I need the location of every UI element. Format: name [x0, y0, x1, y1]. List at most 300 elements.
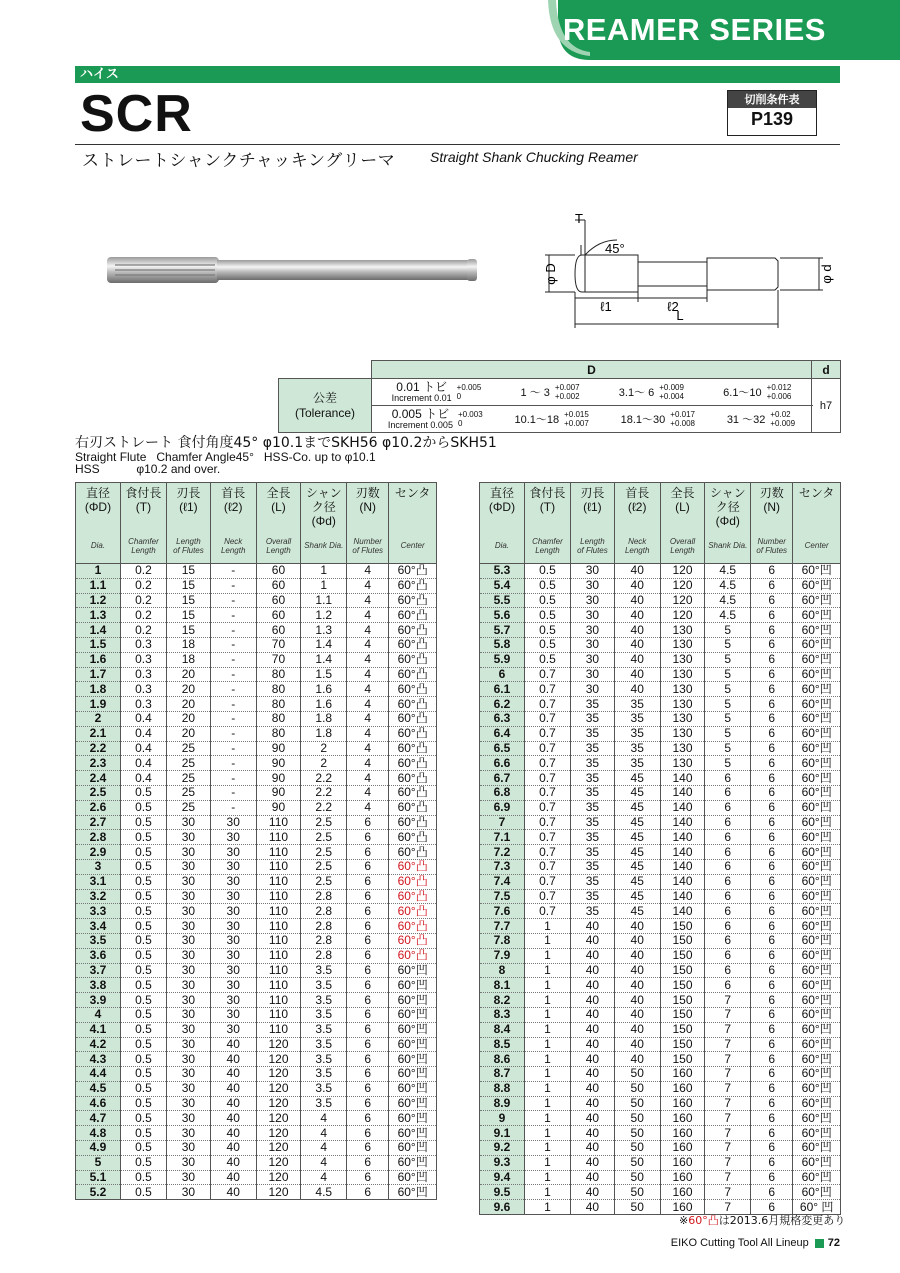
table-cell: 4 [347, 623, 389, 638]
diameter-cell: 9.6 [480, 1200, 525, 1215]
table-cell: 6 [751, 608, 793, 623]
table-cell: 6 [751, 889, 793, 904]
table-cell: 40 [210, 1155, 256, 1170]
table-cell: 6 [751, 963, 793, 978]
table-cell: 110 [256, 948, 301, 963]
table-cell: 3.5 [301, 1052, 347, 1067]
diameter-cell: 2.2 [76, 741, 121, 756]
table-cell: 60°凹 [793, 889, 841, 904]
table-cell: 0.5 [120, 1081, 166, 1096]
table-cell: 6 [751, 1007, 793, 1022]
table-cell: 4 [347, 608, 389, 623]
table-row [76, 637, 437, 652]
diameter-cell: 2.4 [76, 771, 121, 786]
table-cell: 60°凸 [389, 667, 437, 682]
table-cell: 60°凸 [389, 564, 437, 579]
table-cell: - [210, 726, 256, 741]
table-cell: 2.5 [301, 859, 347, 874]
table-cell: 1.2 [301, 608, 347, 623]
table-cell: 6 [705, 800, 751, 815]
table-cell: 6 [751, 1126, 793, 1141]
table-cell: 0.5 [120, 785, 166, 800]
column-header: 刃数 (N) [751, 483, 793, 529]
table-cell: 1 [524, 1200, 570, 1215]
table-cell: 130 [660, 756, 705, 771]
table-cell: 6 [751, 948, 793, 963]
diameter-cell: 4.2 [76, 1037, 121, 1052]
table-cell: 35 [614, 756, 660, 771]
table-cell: 7 [705, 1111, 751, 1126]
diameter-cell: 7.4 [480, 874, 525, 889]
table-row [480, 756, 841, 771]
table-row [480, 1126, 841, 1141]
table-cell: 6 [705, 874, 751, 889]
category-bar [75, 66, 840, 83]
table-cell: 30 [166, 993, 210, 1008]
table-cell: 6 [347, 815, 389, 830]
table-cell: 60°凹 [793, 1185, 841, 1200]
table-cell: 6 [347, 1022, 389, 1037]
table-cell: 25 [166, 785, 210, 800]
table-cell: 5 [705, 741, 751, 756]
table-row [480, 815, 841, 830]
diameter-cell: 3.6 [76, 948, 121, 963]
table-cell: 0.5 [120, 859, 166, 874]
diameter-cell: 2.5 [76, 785, 121, 800]
diameter-cell: 1.2 [76, 593, 121, 608]
table-cell: 0.3 [120, 652, 166, 667]
table-cell: 60°凸 [389, 948, 437, 963]
table-cell: 130 [660, 741, 705, 756]
diameter-cell: 7.9 [480, 948, 525, 963]
diameter-cell: 5.2 [76, 1185, 121, 1200]
table-cell: 80 [256, 711, 301, 726]
table-cell: 60°凹 [793, 1052, 841, 1067]
cutting-conditions-page: P139 [750, 109, 794, 129]
table-cell: 130 [660, 726, 705, 741]
diameter-cell: 7.5 [480, 889, 525, 904]
table-cell: 7 [705, 1022, 751, 1037]
table-cell: 1.8 [301, 711, 347, 726]
table-cell: 140 [660, 904, 705, 919]
table-cell: 60°凹 [389, 1022, 437, 1037]
table-cell: 6 [751, 993, 793, 1008]
table-cell: 7 [705, 1037, 751, 1052]
table-cell: 1.6 [301, 697, 347, 712]
diagram-t: T [575, 211, 583, 226]
model-name: SCR [80, 85, 193, 143]
table-cell: 1.4 [301, 637, 347, 652]
table-cell: 90 [256, 771, 301, 786]
table-cell: 6 [751, 845, 793, 860]
table-row [480, 845, 841, 860]
table-row [76, 593, 437, 608]
table-cell: 7 [705, 1052, 751, 1067]
table-cell: 6 [347, 948, 389, 963]
table-cell: 0.5 [524, 578, 570, 593]
table-row [480, 1007, 841, 1022]
table-cell: 30 [166, 933, 210, 948]
table-cell: 120 [660, 564, 705, 579]
diameter-cell: 1.8 [76, 682, 121, 697]
table-cell: 120 [256, 1141, 301, 1156]
table-cell: 0.3 [120, 637, 166, 652]
table-cell: 50 [614, 1067, 660, 1082]
table-cell: 6 [347, 845, 389, 860]
table-cell: 0.5 [120, 889, 166, 904]
table-cell: 40 [210, 1096, 256, 1111]
table-cell: 6 [751, 593, 793, 608]
table-row [480, 652, 841, 667]
table-cell: - [210, 785, 256, 800]
table-cell: 0.5 [120, 904, 166, 919]
table-cell: 60°凸 [389, 771, 437, 786]
table-cell: 140 [660, 800, 705, 815]
table-cell: 140 [660, 889, 705, 904]
table-cell: 40 [570, 1081, 614, 1096]
table-cell: 35 [570, 726, 614, 741]
table-row [480, 978, 841, 993]
table-cell: 120 [256, 1170, 301, 1185]
table-cell: 60°凸 [389, 741, 437, 756]
table-cell: 50 [614, 1170, 660, 1185]
table-cell: 40 [210, 1185, 256, 1200]
table-cell: 60°凹 [793, 667, 841, 682]
table-cell: 40 [570, 1037, 614, 1052]
diameter-cell: 6 [480, 667, 525, 682]
table-cell: 140 [660, 830, 705, 845]
table-cell: 6 [347, 904, 389, 919]
table-cell: 2 [301, 741, 347, 756]
diameter-cell: 8.8 [480, 1081, 525, 1096]
diameter-cell: 4.3 [76, 1052, 121, 1067]
table-cell: 130 [660, 652, 705, 667]
table-cell: 30 [166, 874, 210, 889]
diameter-cell: 2.3 [76, 756, 121, 771]
table-cell: 30 [570, 564, 614, 579]
table-cell: 40 [210, 1081, 256, 1096]
column-header: 食付長 (T) [120, 483, 166, 529]
table-cell: 6 [347, 1096, 389, 1111]
table-cell: 130 [660, 667, 705, 682]
table-cell: 6 [751, 919, 793, 934]
table-cell: 60°凹 [793, 815, 841, 830]
table-row [76, 1185, 437, 1200]
table-cell: 4 [347, 593, 389, 608]
table-cell: 35 [570, 741, 614, 756]
table-cell: - [210, 682, 256, 697]
table-cell: 3.5 [301, 1081, 347, 1096]
table-row [76, 1007, 437, 1022]
column-header: 全長 (L) [660, 483, 705, 529]
table-cell: 50 [614, 1141, 660, 1156]
tolerance-label: 公差 (Tolerance) [279, 379, 372, 433]
table-cell: 15 [166, 608, 210, 623]
table-cell: 60°凸 [389, 756, 437, 771]
table-row [480, 859, 841, 874]
table-cell: 40 [614, 637, 660, 652]
series-title: REAMER SERIES [562, 12, 826, 47]
table-cell: 30 [166, 919, 210, 934]
diameter-cell: 4.4 [76, 1067, 121, 1082]
table-cell: 120 [256, 1155, 301, 1170]
table-cell: 60°凹 [793, 963, 841, 978]
table-row [480, 889, 841, 904]
table-cell: 2.8 [301, 889, 347, 904]
table-row [76, 815, 437, 830]
table-cell: 1 [524, 1096, 570, 1111]
table-cell: 110 [256, 933, 301, 948]
diameter-cell: 2 [76, 711, 121, 726]
diameter-cell: 7.2 [480, 845, 525, 860]
table-cell: 6 [751, 578, 793, 593]
table-cell: 0.5 [120, 874, 166, 889]
column-header: 刃長 (ℓ1) [166, 483, 210, 529]
table-cell: 60°凹 [793, 1081, 841, 1096]
table-cell: 40 [210, 1052, 256, 1067]
table-cell: 0.5 [120, 1007, 166, 1022]
column-header-en: Shank Dia. [705, 528, 751, 564]
table-cell: 30 [166, 1037, 210, 1052]
table-cell: 150 [660, 1007, 705, 1022]
table-cell: 0.5 [120, 1111, 166, 1126]
table-cell: 3.5 [301, 1096, 347, 1111]
table-cell: 60°凸 [389, 623, 437, 638]
column-header-en: Center [389, 528, 437, 564]
table-cell: 60°凸 [389, 711, 437, 726]
table-cell: 160 [660, 1170, 705, 1185]
table-cell: 120 [256, 1096, 301, 1111]
cutting-conditions-box[interactable] [727, 90, 817, 136]
column-header: 直径 (ΦD) [480, 483, 525, 529]
table-cell: 60°凹 [389, 1007, 437, 1022]
table-cell: 4 [347, 564, 389, 579]
column-header-en: Length of Flutes [570, 528, 614, 564]
table-cell: 0.5 [120, 1067, 166, 1082]
table-cell: 5 [705, 667, 751, 682]
table-row [480, 697, 841, 712]
table-cell: 110 [256, 1022, 301, 1037]
table-cell: 35 [570, 904, 614, 919]
diameter-cell: 6.7 [480, 771, 525, 786]
table-cell: 40 [210, 1126, 256, 1141]
table-cell: 2.8 [301, 948, 347, 963]
table-cell: 30 [166, 889, 210, 904]
table-row [76, 800, 437, 815]
table-cell: 110 [256, 904, 301, 919]
table-cell: 30 [166, 815, 210, 830]
table-cell: 1 [524, 1022, 570, 1037]
table-cell: 6 [751, 1022, 793, 1037]
table-cell: 0.2 [120, 564, 166, 579]
table-cell: 6 [751, 711, 793, 726]
table-cell: 1.8 [301, 726, 347, 741]
table-cell: 4 [347, 682, 389, 697]
table-cell: - [210, 608, 256, 623]
table-cell: 35 [614, 697, 660, 712]
table-cell: 1 [524, 1141, 570, 1156]
table-row [480, 904, 841, 919]
table-row [76, 1170, 437, 1185]
table-cell: 60°凸 [389, 593, 437, 608]
table-cell: 130 [660, 697, 705, 712]
table-row [480, 1170, 841, 1185]
table-row [76, 1081, 437, 1096]
table-cell: 20 [166, 726, 210, 741]
table-cell: 2 [301, 756, 347, 771]
table-cell: - [210, 593, 256, 608]
table-cell: 1 [524, 1007, 570, 1022]
table-cell: 2.2 [301, 771, 347, 786]
table-cell: 0.5 [120, 1022, 166, 1037]
table-cell: 60°凹 [793, 845, 841, 860]
table-cell: - [210, 771, 256, 786]
table-cell: 60°凸 [389, 889, 437, 904]
table-cell: 40 [614, 564, 660, 579]
table-cell: 0.5 [120, 830, 166, 845]
table-cell: 30 [570, 623, 614, 638]
table-cell: 30 [166, 845, 210, 860]
table-cell: 6 [705, 948, 751, 963]
tolerance-table: D d 公差 (Tolerance) 0.01 トビ Increment 0.01 +0.005 0 1 ～ 3 +0.007 +0.002 3.1～ 6 +0.009 +0.004 6.1～10 +0.012 +0.006 h7 0.005 トビ Increment 0.005 +0.003 0 10.1～18 +0.015 +0.007 18.1～30 +0.017 +0.008 31 ～32 +0.02 +0.009 [278, 360, 841, 433]
table-cell: 18 [166, 652, 210, 667]
table-cell: 6 [347, 830, 389, 845]
table-cell: 30 [210, 830, 256, 845]
table-cell: 0.5 [120, 845, 166, 860]
table-cell: 60°凹 [793, 652, 841, 667]
table-cell: 40 [570, 1052, 614, 1067]
table-cell: 0.7 [524, 726, 570, 741]
table-cell: 30 [166, 1170, 210, 1185]
table-cell: 3.5 [301, 978, 347, 993]
table-cell: 20 [166, 697, 210, 712]
table-cell: 1 [524, 1185, 570, 1200]
table-row [480, 578, 841, 593]
diameter-cell: 6.9 [480, 800, 525, 815]
diameter-cell: 8.5 [480, 1037, 525, 1052]
table-cell: 40 [570, 1141, 614, 1156]
table-cell: 40 [570, 1007, 614, 1022]
table-cell: 6 [751, 1037, 793, 1052]
table-cell: 5 [705, 652, 751, 667]
table-cell: 30 [570, 637, 614, 652]
table-cell: 0.7 [524, 785, 570, 800]
table-cell: 40 [570, 1170, 614, 1185]
table-cell: 35 [570, 830, 614, 845]
diameter-cell: 2.9 [76, 845, 121, 860]
diameter-cell: 1.3 [76, 608, 121, 623]
table-cell: 150 [660, 933, 705, 948]
table-cell: 110 [256, 845, 301, 860]
table-cell: 6 [347, 963, 389, 978]
table-cell: 20 [166, 667, 210, 682]
diameter-cell: 5.1 [76, 1170, 121, 1185]
table-cell: 0.7 [524, 682, 570, 697]
table-row [480, 667, 841, 682]
table-cell: 6 [751, 1111, 793, 1126]
table-cell: 7 [705, 1081, 751, 1096]
table-cell: 40 [210, 1067, 256, 1082]
table-cell: 0.7 [524, 874, 570, 889]
table-cell: 0.7 [524, 845, 570, 860]
table-cell: 120 [256, 1067, 301, 1082]
table-cell: 25 [166, 800, 210, 815]
table-cell: 30 [166, 1067, 210, 1082]
table-cell: 6 [751, 741, 793, 756]
table-row [76, 1052, 437, 1067]
table-cell: 60°凸 [389, 874, 437, 889]
table-cell: 0.2 [120, 578, 166, 593]
table-cell: 6 [347, 1155, 389, 1170]
table-cell: 60°凹 [793, 578, 841, 593]
diameter-cell: 2.1 [76, 726, 121, 741]
diameter-cell: 5.8 [480, 637, 525, 652]
table-cell: 0.5 [120, 919, 166, 934]
table-cell: 40 [570, 1126, 614, 1141]
table-cell: 6 [751, 859, 793, 874]
table-cell: 40 [570, 948, 614, 963]
table-cell: 120 [660, 578, 705, 593]
table-cell: 150 [660, 948, 705, 963]
diagram-dia-d: φ d [819, 264, 834, 284]
table-cell: 60°凸 [389, 800, 437, 815]
table-cell: 120 [256, 1126, 301, 1141]
table-cell: 60°凹 [793, 830, 841, 845]
table-cell: 160 [660, 1067, 705, 1082]
table-cell: 40 [570, 1155, 614, 1170]
table-cell: 120 [256, 1037, 301, 1052]
table-cell: 0.5 [120, 933, 166, 948]
table-cell: 60°凹 [389, 993, 437, 1008]
diagram-L: L [676, 308, 684, 323]
diameter-cell: 1.9 [76, 697, 121, 712]
diameter-cell: 5.3 [480, 564, 525, 579]
table-cell: 60°凹 [793, 1037, 841, 1052]
table-cell: 160 [660, 1185, 705, 1200]
column-header-en: Overall Length [256, 528, 301, 564]
diameter-cell: 7.3 [480, 859, 525, 874]
divider [75, 144, 840, 145]
table-cell: 1 [524, 948, 570, 963]
table-cell: 0.5 [120, 993, 166, 1008]
table-row [76, 978, 437, 993]
table-row [480, 933, 841, 948]
table-cell: 3.5 [301, 1007, 347, 1022]
diameter-cell: 5.6 [480, 608, 525, 623]
table-row [480, 1081, 841, 1096]
table-cell: 150 [660, 963, 705, 978]
table-cell: 60°凹 [389, 1185, 437, 1200]
table-cell: 40 [570, 933, 614, 948]
table-cell: 70 [256, 652, 301, 667]
diameter-cell: 6.3 [480, 711, 525, 726]
table-cell: 60°凹 [793, 874, 841, 889]
diameter-cell: 5.5 [480, 593, 525, 608]
table-cell: 30 [210, 948, 256, 963]
table-cell: 6 [347, 1141, 389, 1156]
table-cell: 130 [660, 637, 705, 652]
column-header-en: Neck Length [210, 528, 256, 564]
table-cell: 60°凹 [793, 933, 841, 948]
table-cell: 150 [660, 919, 705, 934]
table-cell: 60°凸 [389, 830, 437, 845]
table-cell: - [210, 711, 256, 726]
table-row [76, 874, 437, 889]
table-cell: 50 [614, 1111, 660, 1126]
table-cell: 6 [347, 1126, 389, 1141]
column-header: シャンク径 (Φd) [705, 483, 751, 529]
table-cell: 2.2 [301, 785, 347, 800]
